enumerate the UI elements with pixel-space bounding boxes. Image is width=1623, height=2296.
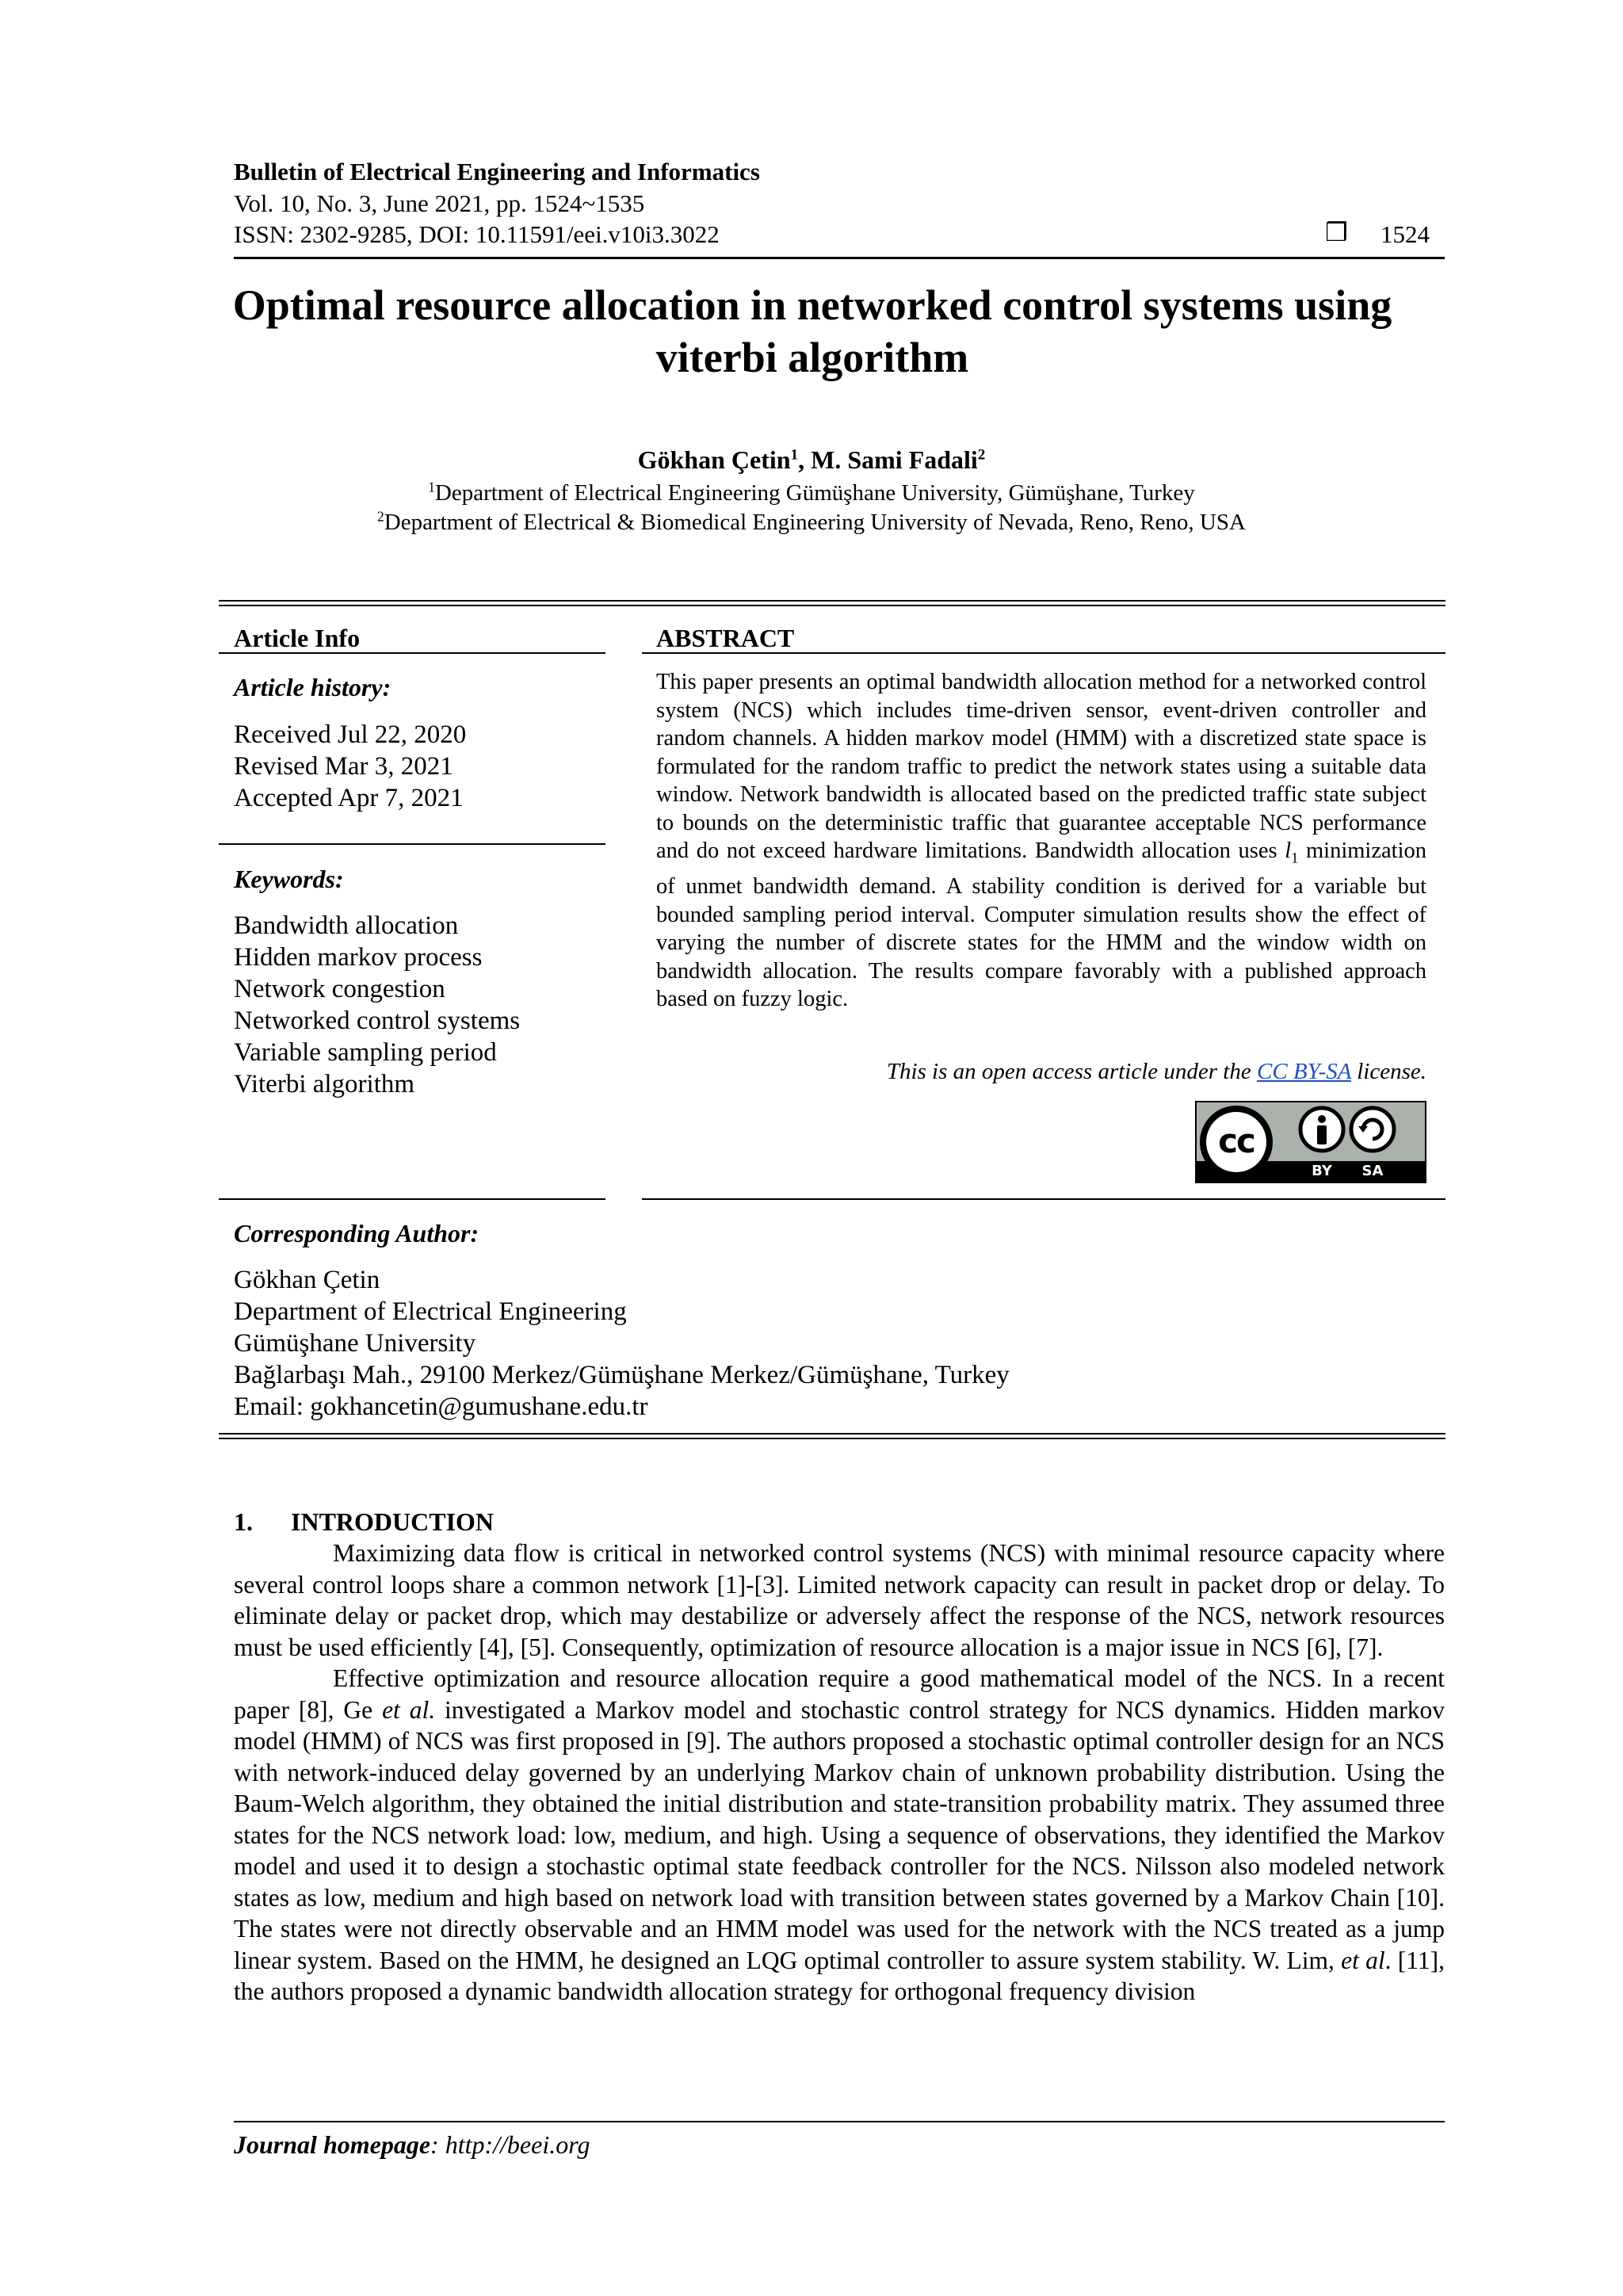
- paper-title: [198, 279, 1426, 384]
- affiliation-1: [238, 479, 1385, 507]
- journal-name: Bulletin of Electrical Engineering and Informatics: [234, 158, 760, 185]
- author-line: [238, 444, 1385, 476]
- header-rule: [234, 257, 1445, 259]
- p2-part-a: Effective optimization and resource allocation require a good mathematical model of the NCS. In a recent paper [8], Ge: [234, 1664, 1445, 1724]
- volume-info: Vol. 10, No. 3, June 2021, pp. 1524~1535: [234, 189, 645, 217]
- keyword-item: Network congestion: [234, 975, 445, 1003]
- abstract-text-part-1: This paper presents an optimal bandwidth allocation method for a networked control system (NCS) which includes time-driven sensor, event-driven controller and random channels. A hidden markov model (HMM) with a discretized state space is formulated for the random traffic to predict the network states using a suitable data window. Network bandwidth is allocated based on the predicted traffic state subject to bounds on the deterministic traffic that guarantee acceptable NCS performance and do not exceed hardware limitations. Bandwidth allocation uses: [656, 670, 1426, 863]
- received-date: Received Jul 22, 2020: [234, 720, 467, 749]
- section-title: INTRODUCTION: [291, 1507, 495, 1536]
- abstract-rule: [642, 652, 1445, 654]
- article-info-heading: Article Info: [234, 624, 361, 652]
- affiliation-1-sup: 1: [428, 479, 435, 495]
- license-suffix: license.: [1350, 1059, 1426, 1084]
- license-prefix: This is an open access article under the: [886, 1059, 1257, 1084]
- badge-by-label: BY: [1312, 1163, 1332, 1179]
- article-info-rule: [219, 652, 605, 654]
- abstract-heading: ABSTRACT: [656, 624, 795, 652]
- p2-part-b: investigated a Markov model and stochastic control strategy for NCS dynamics. Hidden markov model (HMM) of NCS was first proposed in [9]. The authors proposed a stochastic optimal controller design for an NCS with network-induced delay governed by an underlying Markov chain of unknown probability distribution. Using the Baum-Welch algorithm, they obtained the initial distribution and state-transition probability matrix. They assumed three states for the NCS network load: low, medium, and high. Using a sequence of observations, they identified the Markov model and used it to design a stochastic optimal state feedback controller for the NCS. Nilsson also modeled network states as low, medium and high based on network load with transition between states governed by a Markov Chain [10]. The states were not directly observable and an HMM model was used for the network with the NCS treated as a jump linear system. Based on the HMM, he designed an LQG optimal controller to assure system stability. W. Lim,: [234, 1695, 1445, 1974]
- revised-date: Revised Mar 3, 2021: [234, 752, 453, 781]
- corresponding-rule-1: [219, 1433, 1445, 1435]
- keyword-item: Viterbi algorithm: [234, 1070, 415, 1098]
- footer: [234, 2129, 590, 2160]
- keyword-item: Networked control systems: [234, 1007, 521, 1035]
- issn-doi: ISSN: 2302-9285, DOI: 10.11591/eei.v10i3.3022: [234, 220, 720, 248]
- l1-subscript: 1: [1291, 850, 1299, 867]
- footer-colon: :: [430, 2130, 445, 2159]
- abstract-text-part-2: minimization of unmet bandwidth demand. A stability condition is derived for a variable but bounded sampling period interval. Computer simulation results show the effect of varying the number of discrete states for the HMM and the window width on bandwidth allocation. The results compare favorably with a published approach based on fuzzy logic.: [656, 839, 1426, 1012]
- corresponding-email: Email: gokhancetin@gumushane.edu.tr: [234, 1392, 648, 1421]
- section-number: 1.: [234, 1507, 253, 1536]
- author-1-sup: 1: [790, 446, 799, 464]
- history-heading: Article history:: [234, 673, 391, 701]
- accepted-date: Accepted Apr 7, 2021: [234, 784, 464, 812]
- keywords-list: [234, 910, 520, 1100]
- cc-by-sa-link[interactable]: CC BY-SA: [1257, 1059, 1351, 1084]
- corresponding-heading: Corresponding Author:: [234, 1219, 479, 1247]
- l1-symbol: l: [1285, 839, 1292, 863]
- history-rule: [219, 843, 605, 845]
- introduction-body: [234, 1538, 1445, 2008]
- abstract-body: [656, 668, 1426, 1014]
- corresponding-dept: Department of Electrical Engineering: [234, 1297, 627, 1326]
- footer-rule: [234, 2121, 1445, 2122]
- p2-etal-2: et al: [1341, 1946, 1385, 1974]
- info-top-rule-2: [219, 605, 1445, 606]
- license-note: [656, 1057, 1426, 1086]
- badge-sa-label: SA: [1361, 1163, 1384, 1179]
- cc-by-sa-badge[interactable]: [1195, 1101, 1426, 1183]
- author-2: M. Sami Fadali: [811, 445, 978, 474]
- section-heading: [234, 1506, 494, 1538]
- author-sep: ,: [798, 445, 812, 474]
- affiliation-2-text: Department of Electrical & Biomedical Engineering University of Nevada, Reno, Reno, USA: [384, 510, 1246, 535]
- footer-label: Journal homepage: [234, 2130, 431, 2159]
- author-2-sup: 2: [977, 446, 986, 464]
- cc-logo-text: cc: [1218, 1121, 1254, 1160]
- keyword-item: Variable sampling period: [234, 1038, 497, 1067]
- affiliation-2-sup: 2: [377, 508, 384, 525]
- corresponding-name: Gökhan Çetin: [234, 1266, 380, 1294]
- affiliation-1-text: Department of Electrical Engineering Gümüşhane University, Gümüşhane, Turkey: [434, 480, 1195, 506]
- corresponding-university: Gümüşhane University: [234, 1329, 476, 1358]
- p2-part-c: . [11], the authors proposed a dynamic bandwidth allocation strategy for orthogonal frequency division: [234, 1946, 1445, 2005]
- box-icon: ❒: [1325, 217, 1348, 247]
- intro-paragraph-1: Maximizing data flow is critical in networked control systems (NCS) with minimal resource capacity where several control loops share a common network [1]-[3]. Limited network capacity can result in packet drop or delay. To eliminate delay or packet drop, which may destabilize or adversely affect the response of the NCS, network resources must be used efficiently [4], [5]. Consequently, optimization of resource allocation is a major issue in NCS [6], [7].: [234, 1539, 1445, 1661]
- keyword-item: Hidden markov process: [234, 943, 483, 972]
- abstract-bottom-rule: [642, 1198, 1445, 1200]
- intro-paragraph-2: [234, 1663, 1445, 2008]
- title-line-1: Optimal resource allocation in networked control systems using: [232, 281, 1392, 329]
- keywords-heading: Keywords:: [234, 865, 344, 893]
- page-number: 1524: [1381, 220, 1430, 248]
- affiliation-2: [238, 508, 1385, 537]
- journal-homepage-link[interactable]: http://beei.org: [445, 2130, 590, 2159]
- title-line-2: viterbi algorithm: [655, 334, 969, 381]
- corresponding-rule-2: [219, 1438, 1445, 1439]
- keyword-item: Bandwidth allocation: [234, 911, 459, 940]
- keywords-rule: [219, 1198, 605, 1200]
- p2-etal-1: et al.: [382, 1695, 436, 1724]
- corresponding-address: Bağlarbaşı Mah., 29100 Merkez/Gümüşhane Merkez/Gümüşhane, Turkey: [234, 1361, 1010, 1389]
- author-1: Gökhan Çetin: [637, 445, 791, 474]
- info-top-rule-1: [219, 600, 1445, 602]
